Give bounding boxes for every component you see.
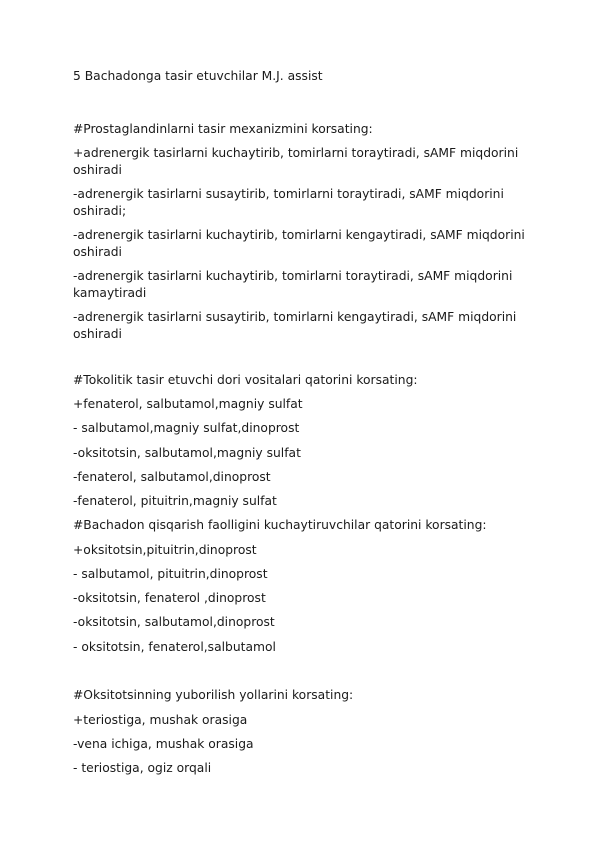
q3-option-3: -oksitotsin, fenaterol ,dinoprost: [73, 591, 266, 605]
question-4: #Oksitotsinning yuborilish yollarini korsating:: [73, 688, 354, 702]
q2-option-5: -fenaterol, pituitrin,magniy sulfat: [73, 494, 277, 508]
q2-option-1: +fenaterol, salbutamol,magniy sulfat: [73, 397, 303, 411]
question-1: #Prostaglandinlarni tasir mexanizmini korsating:: [73, 122, 373, 136]
q3-option-4: -oksitotsin, salbutamol,dinoprost: [73, 615, 275, 629]
q2-option-3: -oksitotsin, salbutamol,magniy sulfat: [73, 446, 301, 460]
q3-option-5: - oksitotsin, fenaterol,salbutamol: [73, 640, 276, 654]
q4-option-1: +teriostiga, mushak orasiga: [73, 713, 248, 727]
q1-option-4: -adrenergik tasirlarni kuchaytirib, tomirlarni toraytiradi, sAMF miqdorini kamaytiradi: [73, 269, 513, 300]
q1-option-2: -adrenergik tasirlarni susaytirib, tomirlarni toraytiradi, sAMF miqdorini oshiradi;: [73, 187, 504, 218]
document-title: 5 Bachadonga tasir etuvchilar M.J. assist: [73, 69, 323, 83]
q1-option-1: +adrenergik tasirlarni kuchaytirib, tomirlarni toraytiradi, sAMF miqdorini oshiradi: [73, 146, 519, 177]
q3-option-2: - salbutamol, pituitrin,dinoprost: [73, 567, 268, 581]
q4-option-2: -vena ichiga, mushak orasiga: [73, 737, 254, 751]
q4-option-3: - teriostiga, ogiz orqali: [73, 761, 212, 775]
q2-option-2: - salbutamol,magniy sulfat,dinoprost: [73, 421, 300, 435]
q2-option-4: -fenaterol, salbutamol,dinoprost: [73, 470, 271, 484]
q1-option-5: -adrenergik tasirlarni susaytirib, tomirlarni kengaytiradi, sAMF miqdorini oshiradi: [73, 310, 517, 341]
question-2: #Tokolitik tasir etuvchi dori vositalari qatorini korsating:: [73, 373, 418, 387]
q3-option-1: +oksitotsin,pituitrin,dinoprost: [73, 543, 257, 557]
question-3: #Bachadon qisqarish faolligini kuchaytiruvchilar qatorini korsating:: [73, 518, 487, 532]
q1-option-3: -adrenergik tasirlarni kuchaytirib, tomirlarni kengaytiradi, sAMF miqdorini oshiradi: [73, 228, 525, 259]
